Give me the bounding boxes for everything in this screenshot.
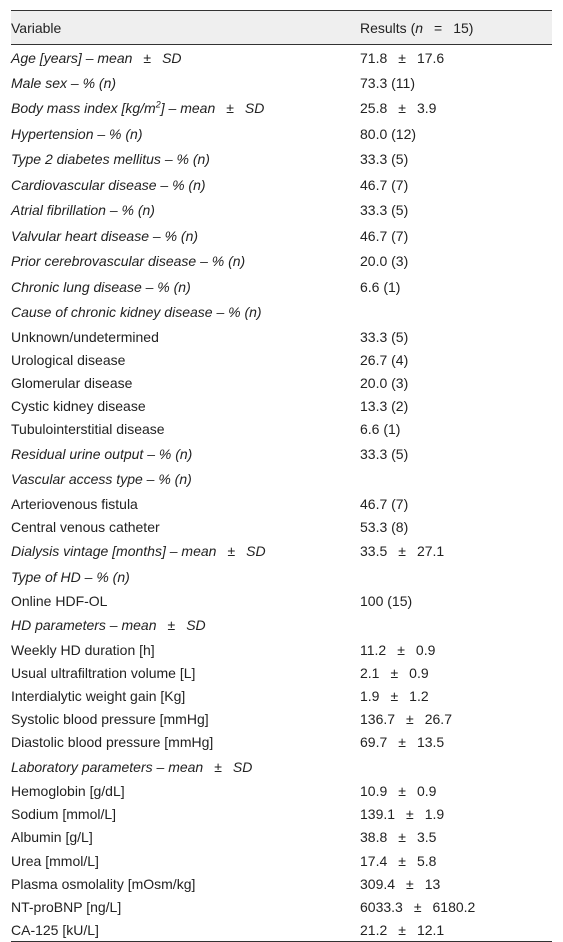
row-value bbox=[360, 564, 552, 590]
table-row bbox=[11, 754, 552, 780]
row-value-text: 139.1 bbox=[360, 806, 396, 823]
row-label-text: Online HDF-OL bbox=[11, 592, 108, 609]
row-label-pm: ± bbox=[227, 543, 236, 560]
row-value-pm: ± bbox=[398, 921, 406, 938]
table-row bbox=[11, 249, 552, 275]
table-row bbox=[11, 538, 552, 564]
row-label-text: Residual urine output – % (n) bbox=[11, 445, 193, 462]
row-value bbox=[360, 96, 552, 122]
row-label-text: Central venous catheter bbox=[11, 518, 160, 535]
row-value-text: 25.8 bbox=[360, 100, 388, 117]
row-label bbox=[11, 96, 360, 122]
row-label bbox=[11, 564, 360, 590]
row-value-text: 33.3 (5) bbox=[360, 151, 409, 168]
row-label-text: Atrial fibrillation – % (n) bbox=[11, 202, 155, 219]
row-value-pm: ± bbox=[397, 641, 405, 658]
row-label-text: Hemoglobin [g/dL] bbox=[11, 783, 125, 800]
table-row bbox=[11, 300, 552, 326]
row-value bbox=[360, 198, 552, 224]
row-value-sd: 27.1 bbox=[416, 543, 445, 560]
row-value-pm: ± bbox=[398, 783, 406, 800]
row-label bbox=[11, 198, 360, 224]
row-label-text: Cystic kidney disease bbox=[11, 398, 146, 415]
table-row bbox=[11, 325, 552, 348]
table-row bbox=[11, 515, 552, 538]
header-n-symbol: n bbox=[415, 19, 424, 36]
row-label bbox=[11, 466, 360, 492]
row-label-text: HD parameters – mean bbox=[11, 617, 157, 634]
row-label-text: Age [years] – mean bbox=[11, 49, 133, 66]
row-label bbox=[11, 754, 360, 780]
row-label-text: Prior cerebrovascular disease – % (n) bbox=[11, 253, 246, 270]
row-label bbox=[11, 661, 360, 684]
table-row bbox=[11, 147, 552, 173]
row-label bbox=[11, 395, 360, 418]
row-label-text: Body mass index [kg/m bbox=[11, 100, 156, 117]
table-row bbox=[11, 348, 552, 371]
table-row bbox=[11, 274, 552, 300]
row-value-pm: ± bbox=[390, 687, 399, 704]
table-row bbox=[11, 172, 552, 198]
table-row bbox=[11, 731, 552, 754]
table-row bbox=[11, 70, 552, 96]
row-label bbox=[11, 249, 360, 275]
row-value-text: 46.7 (7) bbox=[360, 176, 409, 193]
row-label-sd: SD bbox=[244, 100, 265, 117]
row-value-pm: ± bbox=[398, 49, 406, 66]
row-label bbox=[11, 45, 360, 71]
row-label bbox=[11, 147, 360, 173]
row-value bbox=[360, 418, 552, 441]
table-row bbox=[11, 638, 552, 661]
table-row bbox=[11, 418, 552, 441]
row-value bbox=[360, 515, 552, 538]
row-label-text: Male sex – % (n) bbox=[11, 74, 117, 91]
row-label-text: Unknown/undetermined bbox=[11, 328, 159, 345]
table-row bbox=[11, 661, 552, 684]
row-label bbox=[11, 779, 360, 802]
row-label bbox=[11, 895, 360, 918]
row-value-text: 73.3 (11) bbox=[360, 74, 415, 91]
row-label bbox=[11, 441, 360, 467]
row-label-text: Laboratory parameters – mean bbox=[11, 758, 204, 775]
row-value-pm: ± bbox=[398, 543, 406, 560]
row-label bbox=[11, 70, 360, 96]
table-row bbox=[11, 919, 552, 942]
row-value-pm: ± bbox=[406, 711, 414, 728]
row-label bbox=[11, 731, 360, 754]
row-label bbox=[11, 919, 360, 942]
row-label-text: Albumin [g/L] bbox=[11, 829, 93, 846]
row-value-text: 26.7 (4) bbox=[360, 351, 409, 368]
row-value-text: 80.0 (12) bbox=[360, 125, 417, 142]
row-value bbox=[360, 895, 552, 918]
row-label-text: Vascular access type – % (n) bbox=[11, 471, 192, 488]
row-label-text: Valvular heart disease – % (n) bbox=[11, 227, 199, 244]
row-value-text: 13.3 (2) bbox=[360, 398, 409, 415]
table-row bbox=[11, 45, 552, 71]
row-label-text: NT-proBNP [ng/L] bbox=[11, 898, 122, 915]
header-results-prefix: Results ( bbox=[360, 19, 416, 36]
row-label-text: Usual ultrafiltration volume [L] bbox=[11, 664, 196, 681]
row-value bbox=[360, 538, 552, 564]
row-value-sd: 1.2 bbox=[409, 687, 429, 704]
row-label bbox=[11, 872, 360, 895]
row-label-sup: 2 bbox=[155, 99, 161, 110]
table-row bbox=[11, 441, 552, 467]
row-value-sd: 1.9 bbox=[424, 806, 445, 823]
row-value-pm: ± bbox=[398, 734, 406, 751]
row-value bbox=[360, 466, 552, 492]
table-row bbox=[11, 613, 552, 639]
header-results bbox=[360, 11, 552, 45]
row-value bbox=[360, 919, 552, 942]
row-value-text: 11.2 bbox=[360, 641, 387, 658]
row-label-sd: SD bbox=[246, 543, 266, 560]
row-label bbox=[11, 492, 360, 515]
table-row bbox=[11, 589, 552, 612]
row-value-sd: 0.9 bbox=[416, 783, 437, 800]
header-equals: = bbox=[434, 19, 443, 36]
row-value-pm: ± bbox=[406, 875, 414, 892]
row-value bbox=[360, 300, 552, 326]
row-value bbox=[360, 661, 552, 684]
row-label bbox=[11, 538, 360, 564]
row-label bbox=[11, 803, 360, 826]
row-label bbox=[11, 121, 360, 147]
row-label bbox=[11, 515, 360, 538]
row-value-text: 33.3 (5) bbox=[360, 202, 409, 219]
row-value bbox=[360, 70, 552, 96]
row-value bbox=[360, 872, 552, 895]
row-value-sd: 17.6 bbox=[416, 49, 445, 66]
row-value bbox=[360, 371, 552, 394]
row-value-text: 6.6 (1) bbox=[360, 421, 401, 438]
table-row bbox=[11, 198, 552, 224]
row-label-pm: ± bbox=[167, 617, 176, 634]
row-value-sd: 12.1 bbox=[416, 921, 445, 938]
row-label-after: ] – mean bbox=[160, 100, 216, 117]
row-value bbox=[360, 613, 552, 639]
row-value-sd: 0.9 bbox=[415, 641, 436, 658]
row-value-sd: 13 bbox=[424, 875, 441, 892]
table-row bbox=[11, 849, 552, 872]
row-value bbox=[360, 147, 552, 173]
row-label bbox=[11, 638, 360, 661]
row-label-text: Sodium [mmol/L] bbox=[11, 806, 117, 823]
row-label-text: Weekly HD duration [h] bbox=[11, 641, 155, 658]
row-value-text: 6.6 (1) bbox=[360, 278, 401, 295]
row-label bbox=[11, 589, 360, 612]
row-value-text: 6033.3 bbox=[360, 898, 403, 915]
row-value bbox=[360, 274, 552, 300]
row-value-sd: 3.9 bbox=[416, 100, 437, 117]
row-label-text: Type 2 diabetes mellitus – % (n) bbox=[11, 151, 210, 168]
row-value-sd: 0.9 bbox=[409, 664, 429, 681]
row-value-pm: ± bbox=[390, 664, 399, 681]
row-value bbox=[360, 826, 552, 849]
row-label bbox=[11, 300, 360, 326]
row-value bbox=[360, 172, 552, 198]
row-value-text: 100 (15) bbox=[360, 592, 413, 609]
row-label bbox=[11, 371, 360, 394]
row-label bbox=[11, 325, 360, 348]
table-row bbox=[11, 826, 552, 849]
row-label bbox=[11, 613, 360, 639]
table-row bbox=[11, 708, 552, 731]
row-value-sd: 26.7 bbox=[424, 711, 452, 728]
row-label-sd: SD bbox=[232, 758, 253, 775]
table-row bbox=[11, 395, 552, 418]
row-label-text: Plasma osmolality [mOsm/kg] bbox=[11, 875, 196, 892]
row-label-sd: SD bbox=[186, 617, 206, 634]
row-label bbox=[11, 348, 360, 371]
table-row bbox=[11, 492, 552, 515]
table-row bbox=[11, 466, 552, 492]
row-value-text: 38.8 bbox=[360, 829, 388, 846]
row-value bbox=[360, 121, 552, 147]
row-value-text: 309.4 bbox=[360, 875, 396, 892]
table-row bbox=[11, 564, 552, 590]
row-label bbox=[11, 274, 360, 300]
row-label bbox=[11, 172, 360, 198]
row-value bbox=[360, 223, 552, 249]
table-row bbox=[11, 371, 552, 394]
table-row bbox=[11, 872, 552, 895]
row-label bbox=[11, 684, 360, 707]
row-value-text: 2.1 bbox=[360, 664, 380, 681]
row-value bbox=[360, 849, 552, 872]
row-label-text: Type of HD – % (n) bbox=[11, 568, 130, 585]
row-value-text: 10.9 bbox=[360, 783, 388, 800]
table-row bbox=[11, 684, 552, 707]
row-value-pm: ± bbox=[398, 852, 406, 869]
row-label-text: Diastolic blood pressure [mmHg] bbox=[11, 734, 214, 751]
row-label-pm: ± bbox=[143, 49, 152, 66]
table-row bbox=[11, 779, 552, 802]
row-label-text: Tubulointerstitial disease bbox=[11, 421, 165, 438]
table-row bbox=[11, 895, 552, 918]
row-label-text: Urological disease bbox=[11, 351, 126, 368]
row-value-text: 46.7 (7) bbox=[360, 495, 409, 512]
row-label bbox=[11, 708, 360, 731]
row-label-text: Hypertension – % (n) bbox=[11, 125, 143, 142]
row-value bbox=[360, 441, 552, 467]
row-value-text: 136.7 bbox=[360, 711, 396, 728]
table-header-row bbox=[11, 11, 552, 45]
row-value-text: 33.3 (5) bbox=[360, 328, 409, 345]
row-label-text: Interdialytic weight gain [Kg] bbox=[11, 687, 186, 704]
row-value-text: 53.3 (8) bbox=[360, 518, 409, 535]
row-value-pm: ± bbox=[398, 100, 406, 117]
row-value-text: 33.3 (5) bbox=[360, 445, 409, 462]
row-label-text: Glomerular disease bbox=[11, 374, 133, 391]
row-label-pm: ± bbox=[226, 100, 234, 117]
row-value bbox=[360, 395, 552, 418]
row-value bbox=[360, 249, 552, 275]
header-variable: Variable bbox=[11, 11, 360, 45]
row-label-text: CA-125 [kU/L] bbox=[11, 921, 99, 938]
table-row bbox=[11, 803, 552, 826]
row-label-text: Arteriovenous fistula bbox=[11, 495, 138, 512]
row-label bbox=[11, 826, 360, 849]
row-value-text: 20.0 (3) bbox=[360, 253, 409, 270]
row-value-pm: ± bbox=[398, 829, 406, 846]
row-value bbox=[360, 731, 552, 754]
row-value bbox=[360, 325, 552, 348]
row-value-text: 1.9 bbox=[360, 687, 380, 704]
row-value-text: 17.4 bbox=[360, 852, 388, 869]
row-value-text: 69.7 bbox=[360, 734, 388, 751]
row-label-sd: SD bbox=[162, 49, 182, 66]
row-value-sd: 3.5 bbox=[416, 829, 437, 846]
row-label-pm: ± bbox=[214, 758, 222, 775]
row-label bbox=[11, 849, 360, 872]
header-n-value: 15) bbox=[453, 19, 474, 36]
table-row bbox=[11, 223, 552, 249]
row-value-text: 46.7 (7) bbox=[360, 227, 409, 244]
row-value-sd: 5.8 bbox=[416, 852, 437, 869]
row-value bbox=[360, 684, 552, 707]
characteristics-table bbox=[11, 10, 552, 942]
row-value bbox=[360, 803, 552, 826]
row-value-text: 71.8 bbox=[360, 49, 388, 66]
row-value-text: 33.5 bbox=[360, 543, 388, 560]
row-label-text: Dialysis vintage [months] – mean bbox=[11, 543, 217, 560]
row-value-pm: ± bbox=[406, 806, 414, 823]
table-body bbox=[11, 45, 552, 942]
row-value bbox=[360, 638, 552, 661]
row-label-text: Cardiovascular disease – % (n) bbox=[11, 176, 206, 193]
row-value-sd: 6180.2 bbox=[432, 898, 476, 915]
row-label-text: Chronic lung disease – % (n) bbox=[11, 278, 191, 295]
row-value-text: 20.0 (3) bbox=[360, 374, 409, 391]
row-value-pm: ± bbox=[413, 898, 422, 915]
row-value bbox=[360, 348, 552, 371]
row-value bbox=[360, 589, 552, 612]
row-label-text: Urea [mmol/L] bbox=[11, 852, 99, 869]
row-label bbox=[11, 223, 360, 249]
row-label-text: Cause of chronic kidney disease – % (n) bbox=[11, 304, 262, 321]
table-row bbox=[11, 96, 552, 122]
row-label bbox=[11, 418, 360, 441]
row-value bbox=[360, 779, 552, 802]
row-value bbox=[360, 492, 552, 515]
table-row bbox=[11, 121, 552, 147]
row-value-sd: 13.5 bbox=[416, 734, 445, 751]
row-value bbox=[360, 708, 552, 731]
row-value-text: 21.2 bbox=[360, 921, 388, 938]
row-label-text: Systolic blood pressure [mmHg] bbox=[11, 711, 209, 728]
row-value bbox=[360, 754, 552, 780]
row-value bbox=[360, 45, 552, 71]
